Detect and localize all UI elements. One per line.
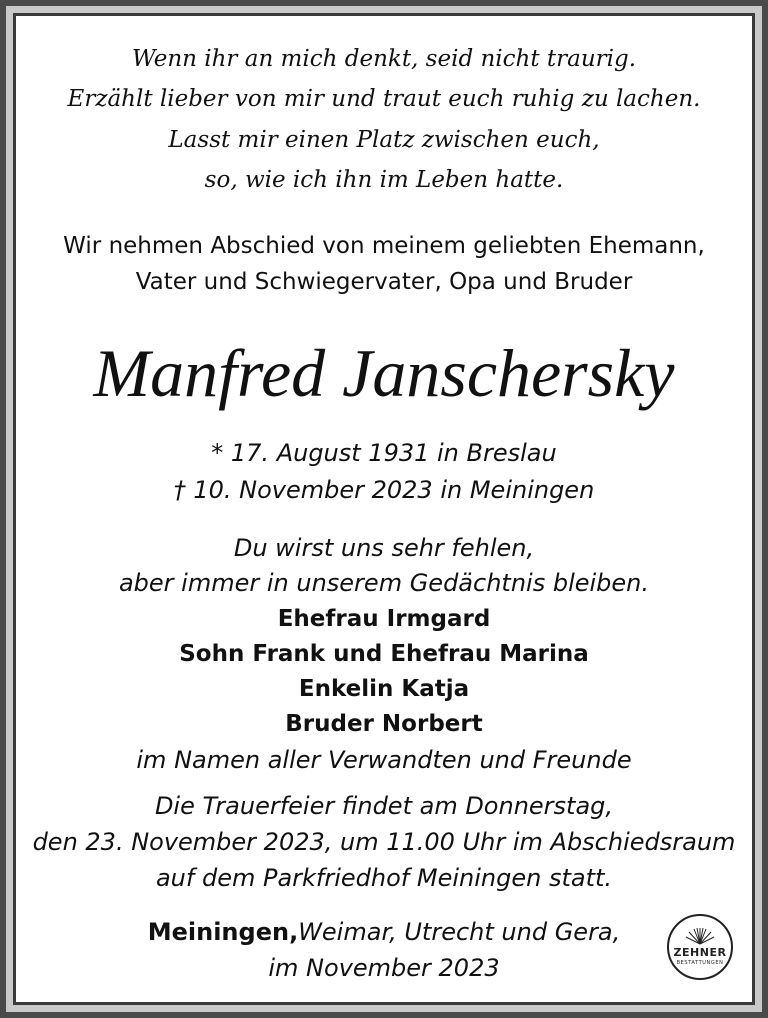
mourners-footer: im Namen aller Verwandten und Freunde xyxy=(136,746,632,774)
obituary-notice xyxy=(16,16,752,1002)
funeral-line-2: den 23. November 2023, um 11.00 Uhr im Abschiedsraum xyxy=(32,828,736,856)
funeral-line-1: Die Trauerfeier findet am Donnerstag, xyxy=(154,792,614,820)
logo-subtitle: BESTATTUNGEN xyxy=(676,960,724,966)
closing-places-rest: Weimar, Utrecht und Gera, xyxy=(298,918,621,946)
death-date: † 10. November 2023 in Meiningen xyxy=(173,476,595,504)
zehner-logo xyxy=(667,914,733,980)
closing-places xyxy=(16,918,752,946)
deceased-name: Manfred Janschersky xyxy=(93,335,675,411)
mourner-4: Bruder Norbert xyxy=(285,711,483,737)
farewell-line-2: aber immer in unserem Gedächtnis bleiben. xyxy=(118,569,650,597)
intro-line-2: Vater und Schwiegervater, Opa und Bruder xyxy=(135,269,633,295)
birth-date: * 17. August 1931 in Breslau xyxy=(211,439,557,467)
closing-place-bold: Meiningen, xyxy=(147,918,299,946)
palm-fan-icon xyxy=(669,924,731,946)
funeral-line-3: auf dem Parkfriedhof Meiningen statt. xyxy=(155,864,613,892)
closing-date: im November 2023 xyxy=(268,954,500,982)
poem-line-1: Wenn ihr an mich denkt, seid nicht traurig. xyxy=(131,46,637,72)
intro-line-1: Wir nehmen Abschied von meinem geliebten Ehemann, xyxy=(63,233,705,259)
poem-line-2: Erzählt lieber von mir und traut euch ruhig zu lachen. xyxy=(67,86,701,112)
mourner-1: Ehefrau Irmgard xyxy=(277,606,491,632)
poem-line-3: Lasst mir einen Platz zwischen euch, xyxy=(168,127,600,153)
mourner-2: Sohn Frank und Ehefrau Marina xyxy=(179,641,589,667)
logo-title: ZEHNER xyxy=(673,946,727,959)
mourner-3: Enkelin Katja xyxy=(298,676,470,702)
farewell-line-1: Du wirst uns sehr fehlen, xyxy=(233,534,535,562)
poem-line-4: so, wie ich ihn im Leben hatte. xyxy=(204,167,564,193)
